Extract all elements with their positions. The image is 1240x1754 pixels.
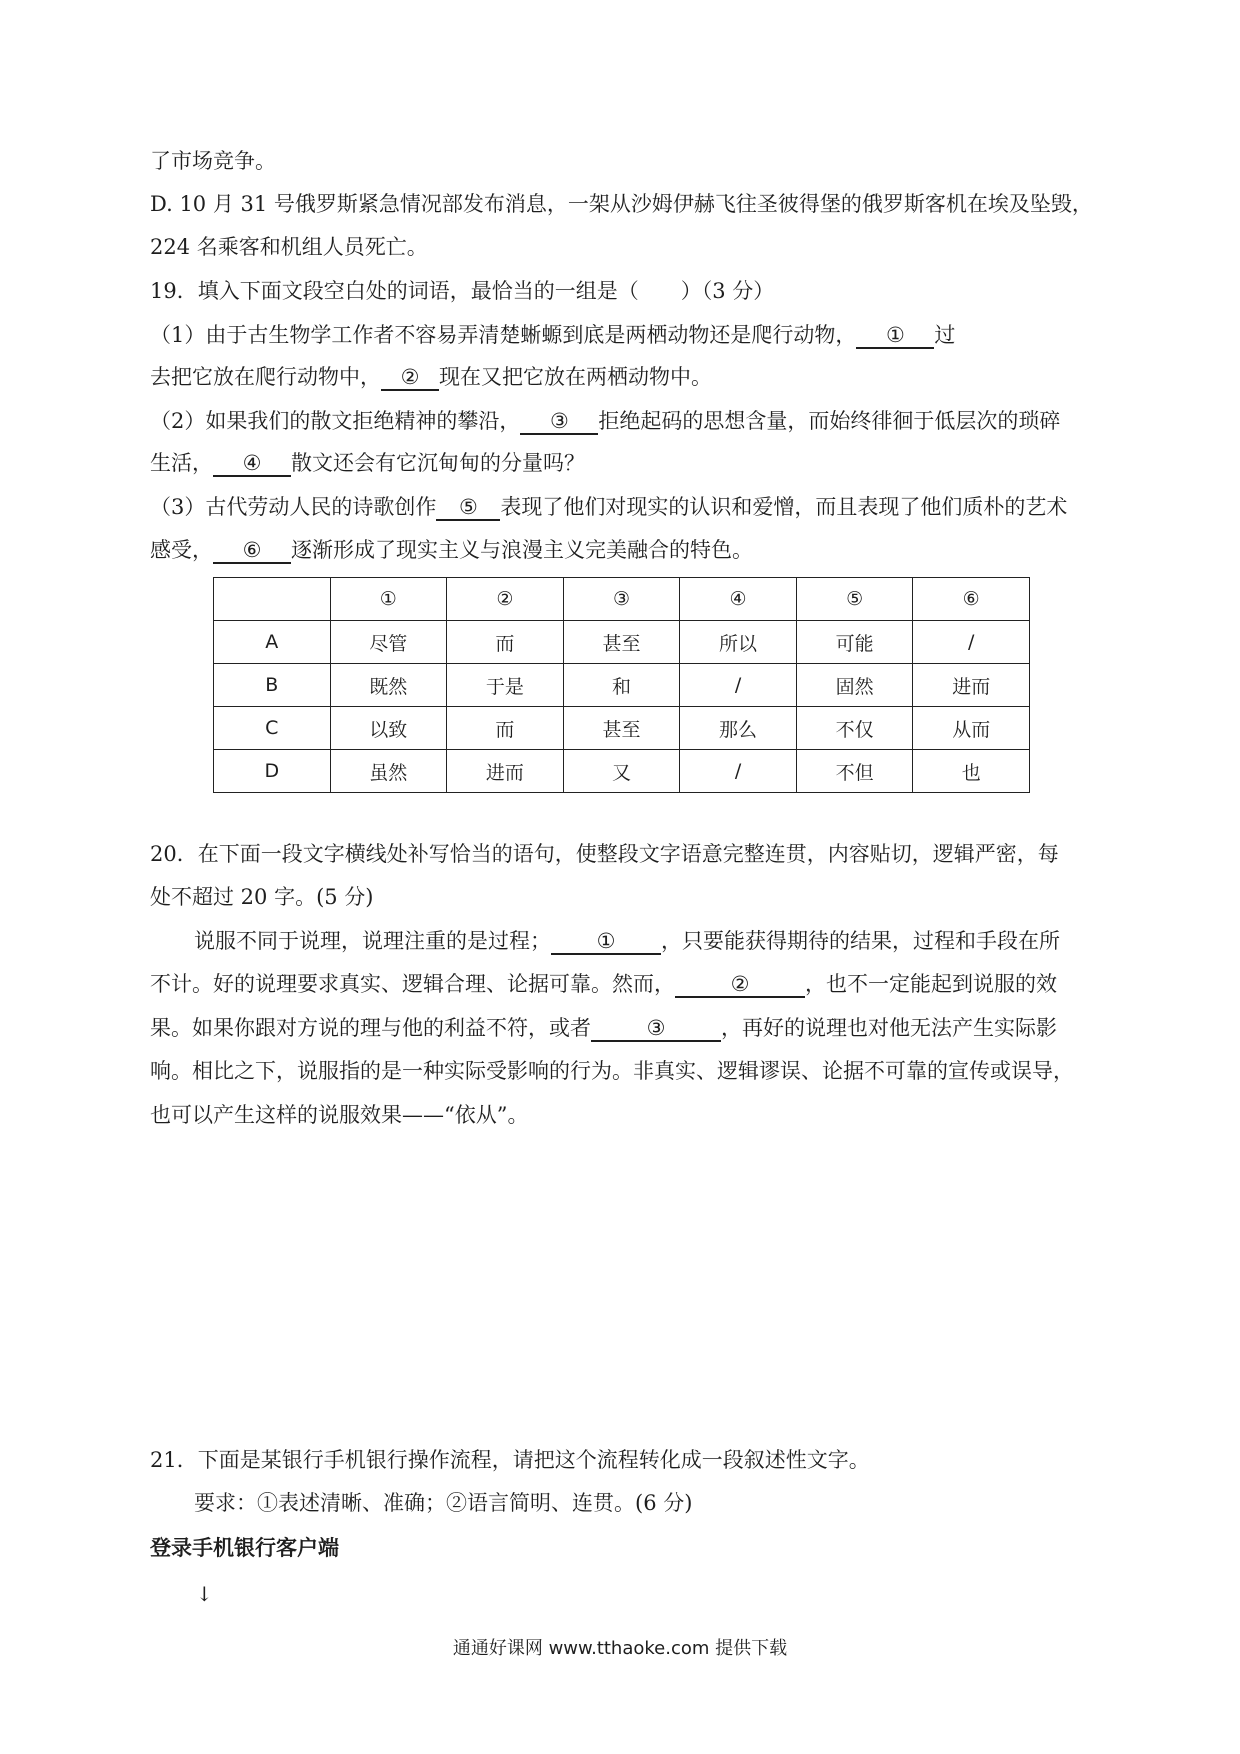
table-cell: 甚至 [563, 707, 680, 750]
table-cell: 从而 [913, 707, 1030, 750]
blank-q20-2: ② [675, 972, 805, 998]
table-cell: 可能 [796, 621, 913, 664]
q20-passage-line-4: 响。相比之下，说服指的是一种实际受影响的行为。非真实、逻辑谬误、论据不可靠的宣传或误导， [150, 1059, 1074, 1083]
option-d-text: D. 10 月 31 号俄罗斯紧急情况部发布消息，一架从沙姆伊赫飞往圣彼得堡的俄罗斯客机在埃及坠毁， [150, 192, 1093, 216]
blank-2: ② [381, 365, 439, 391]
table-cell: / [913, 621, 1030, 664]
q19-sentence-2: （2）如果我们的散文拒绝精神的攀沿， ③ 拒绝起码的思想含量，而始终徘徊于低层次的琐碎 [150, 409, 1061, 433]
table-header-cell: ③ [563, 578, 680, 621]
table-row [214, 707, 1030, 750]
q19-sentence-1-cont: 去把它放在爬行动物中， ② 现在又把它放在两栖动物中。 [150, 365, 712, 389]
table-cell: 以致 [330, 707, 447, 750]
table-cell: 甚至 [563, 621, 680, 664]
blank-q20-3: ③ [591, 1016, 721, 1042]
option-label-cell: B [214, 664, 331, 707]
table-cell: 所以 [680, 621, 797, 664]
blank-3: ③ [520, 409, 598, 435]
q20-stem: 20．在下面一段文字横线处补写恰当的语句，使整段文字语意完整连贯，内容贴切，逻辑严密，每 [150, 842, 1059, 866]
option-label-cell: A [214, 621, 331, 664]
blank-5: ⑤ [436, 495, 500, 521]
table-cell: / [680, 664, 797, 707]
q21-stem: 21．下面是某银行手机银行操作流程，请把这个流程转化成一段叙述性文字。 [150, 1448, 870, 1472]
page-footer: 通通好课网 www.tthaoke.com 提供下载 [452, 1638, 788, 1659]
table-cell: 既然 [330, 664, 447, 707]
table-cell: / [680, 750, 797, 793]
q19-sentence-3: （3）古代劳动人民的诗歌创作 ⑤ 表现了他们对现实的认识和爱憎，而且表现了他们质朴的艺术 [150, 495, 1068, 519]
q20-stem-cont: 处不超过 20 字。(5 分) [150, 885, 374, 909]
table-header-cell: ⑥ [913, 578, 1030, 621]
table-cell: 那么 [680, 707, 797, 750]
q19-sentence-1: （1）由于古生物学工作者不容易弄清楚蜥螈到底是两栖动物还是爬行动物， ① 过 [150, 323, 956, 347]
blank-1: ① [856, 323, 934, 349]
table-cell: 又 [563, 750, 680, 793]
q19-stem: 19．填入下面文段空白处的词语，最恰当的一组是（ ）（3 分） [150, 279, 775, 303]
down-arrow-icon: ↓ [196, 1582, 213, 1606]
table-cell: 尽管 [330, 621, 447, 664]
option-label-cell: D [214, 750, 331, 793]
table-cell: 固然 [796, 664, 913, 707]
table-cell: 于是 [447, 664, 564, 707]
q21-requirement: 要求：①表述清晰、准确；②语言简明、连贯。(6 分) [194, 1491, 693, 1515]
table-cell: 而 [447, 707, 564, 750]
table-cell: 不仅 [796, 707, 913, 750]
table-cell: 也 [913, 750, 1030, 793]
option-label-cell: C [214, 707, 331, 750]
q20-passage-line-5: 也可以产生这样的说服效果——“依从”。 [150, 1103, 529, 1127]
table-header-cell: ④ [680, 578, 797, 621]
table-header-cell [214, 578, 331, 621]
q19-sentence-2-cont: 生活， ④ 散文还会有它沉甸甸的分量吗？ [150, 451, 585, 475]
text-line: 224 名乘客和机组人员死亡。 [150, 235, 428, 259]
table-cell: 而 [447, 621, 564, 664]
table-row [214, 664, 1030, 707]
flow-step-login: 登录手机银行客户端 [150, 1536, 339, 1560]
table-header-cell: ① [330, 578, 447, 621]
table-cell: 进而 [447, 750, 564, 793]
q20-passage-line-3: 果。如果你跟对方说的理与他的利益不符，或者 ③ ，再好的说理也对他无法产生实际影 [150, 1016, 1057, 1040]
table-cell: 不但 [796, 750, 913, 793]
blank-6: ⑥ [213, 538, 291, 564]
table-header-cell: ② [447, 578, 564, 621]
table-row [214, 621, 1030, 664]
q20-passage-line-2: 不计。好的说理要求真实、逻辑合理、论据可靠。然而， ② ，也不一定能起到说服的效 [150, 972, 1057, 996]
text-line: 了市场竞争。 [150, 149, 276, 173]
options-table [213, 577, 1030, 793]
blank-4: ④ [213, 451, 291, 477]
table-row [214, 750, 1030, 793]
table-cell: 虽然 [330, 750, 447, 793]
table-cell: 和 [563, 664, 680, 707]
q19-sentence-3-cont: 感受， ⑥ 逐渐形成了现实主义与浪漫主义完美融合的特色。 [150, 538, 753, 562]
blank-q20-1: ① [551, 929, 661, 955]
table-cell: 进而 [913, 664, 1030, 707]
table-header-cell: ⑤ [796, 578, 913, 621]
table-header-row [214, 578, 1030, 621]
q20-passage-line-1: 说服不同于说理，说理注重的是过程； ① ，只要能获得期待的结果，过程和手段在所 [194, 929, 1060, 953]
